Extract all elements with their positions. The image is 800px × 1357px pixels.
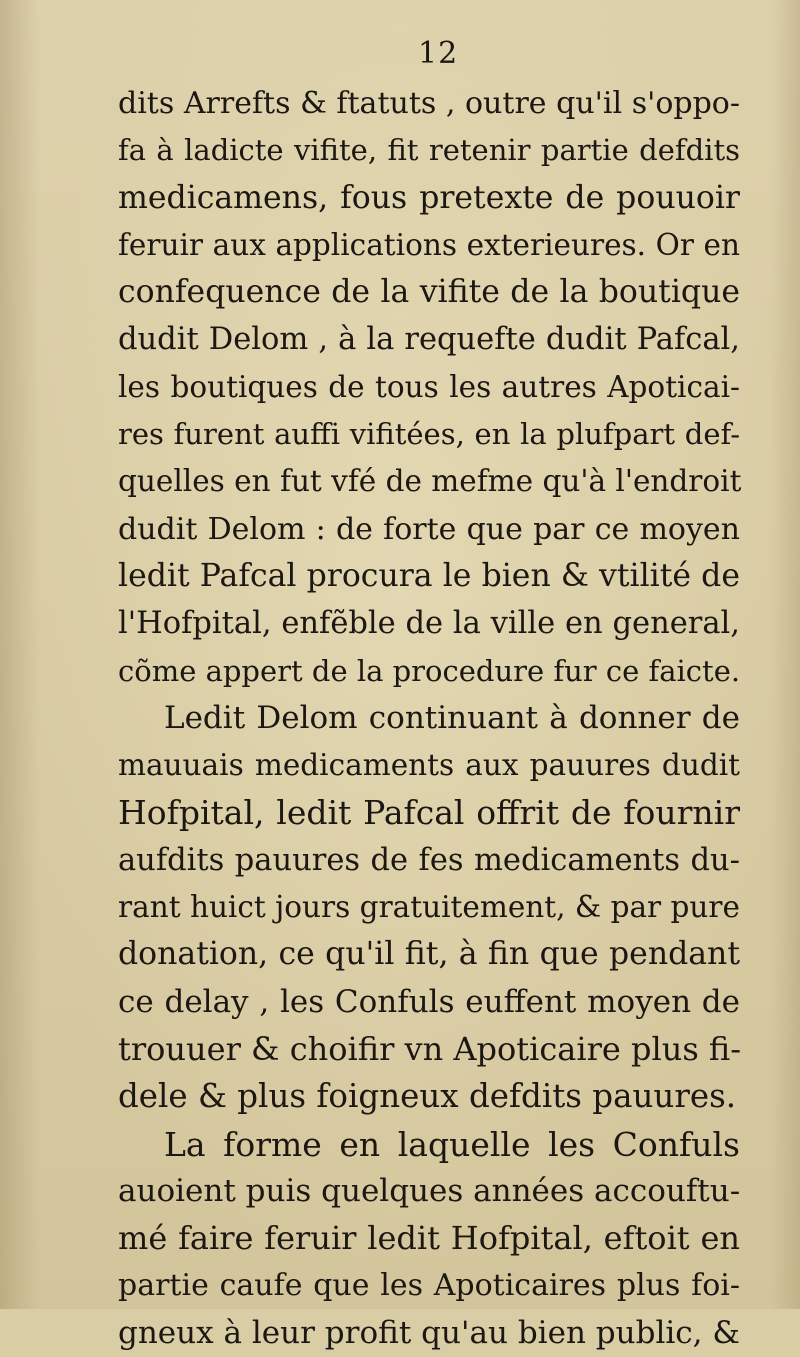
text-line: donation, ce qu'il fit, à fin que pendant <box>118 936 740 973</box>
text-line: les boutiques de tous les autres Apoticai- <box>118 369 740 404</box>
text-line: cõme appert de la procedure fur ce faicte. <box>118 653 741 688</box>
text-line: dits Arrefts & ftatuts , outre qu'il s'oppo- <box>118 86 740 121</box>
text-line: feruir aux applications exterieures. Or en <box>118 227 740 262</box>
text-line: auoient puis quelques années accouftu- <box>118 1172 741 1209</box>
paragraph-first-line: Ledit Delom continuant à donner de <box>164 699 740 736</box>
page-number: 12 <box>418 36 459 71</box>
text-line: fa à ladicte vifite, fit retenir partie defdits <box>118 133 740 168</box>
body-text <box>118 80 740 1357</box>
text-line: Hofpital, ledit Pafcal offrit de fournir <box>118 793 740 833</box>
text-line: trouuer & choifir vn Apoticaire plus fi- <box>118 1029 742 1068</box>
text-line: confequence de la vifite de la boutique <box>118 274 740 311</box>
text-line: rant huict jours gratuitement, & par pure <box>118 890 740 925</box>
text-line: medicamens, fous pretexte de pouuoir <box>118 179 740 216</box>
text-line: dudit Delom , à la requefte dudit Pafcal, <box>118 322 740 358</box>
paragraph-first-line: La forme en laquelle les Confuls <box>164 1124 740 1164</box>
text-line: dudit Delom : de forte que par ce moyen <box>118 511 740 547</box>
text-line: ledit Pafcal procura le bien & vtilité de <box>118 557 740 594</box>
text-line: res furent auffi vifitées, en la plufpart def- <box>118 417 740 452</box>
text-line: quelles en fut vfé de mefme qu'à l'endroit <box>118 464 742 499</box>
text-line: dele & plus foigneux defdits pauures. <box>118 1077 737 1116</box>
text-line: gneux à leur profit qu'au bien public, & <box>118 1314 740 1351</box>
text-line: ce delay , les Confuls euffent moyen de <box>118 983 740 1020</box>
page-edge-shadow-right <box>770 0 800 1309</box>
text-line: mauuais medicaments aux pauures dudit <box>118 748 740 783</box>
text-line: mé faire feruir ledit Hofpital, eftoit en <box>118 1219 740 1258</box>
text-line: aufdits pauures de fes medicaments du- <box>118 842 740 878</box>
page-edge-shadow-left <box>0 0 40 1309</box>
text-line: l'Hofpital, enfẽble de la ville en general, <box>118 606 740 642</box>
text-line: partie caufe que les Apoticaires plus foi- <box>118 1268 740 1304</box>
